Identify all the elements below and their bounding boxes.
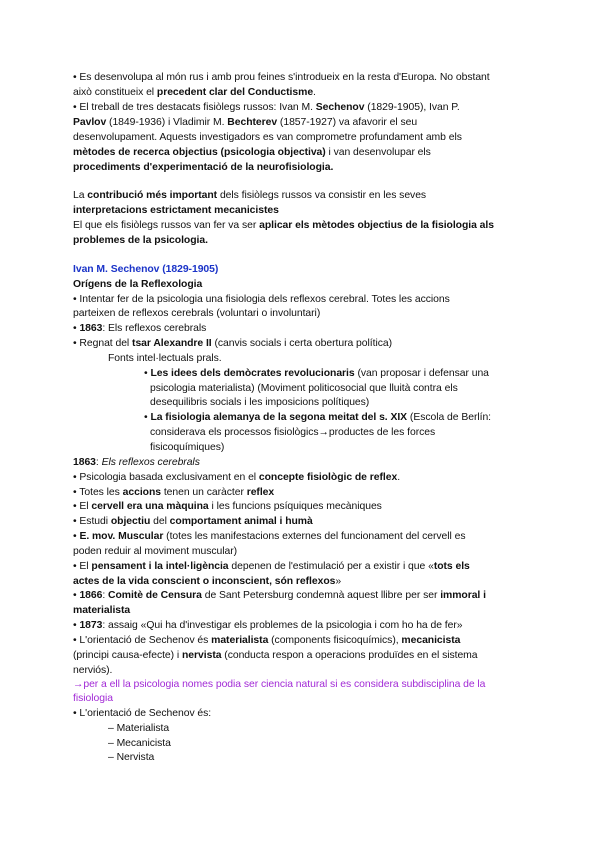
bold-span: 1863 xyxy=(79,323,103,334)
list-item xyxy=(108,751,154,765)
bold-span: concepte fisiològic de reflex xyxy=(258,472,398,483)
text-span: Fonts intel·lectuals prals. xyxy=(108,353,222,364)
subheading-text: Orígens de la Reflexologia xyxy=(73,279,203,290)
text-line xyxy=(73,575,341,589)
text-span: La xyxy=(73,190,88,201)
text-span: (1857-1927) va afavorir el seu xyxy=(277,117,418,128)
text-line xyxy=(73,337,392,351)
bold-span: precedent clar del Conductisme xyxy=(156,87,314,98)
text-line xyxy=(73,471,400,485)
text-line xyxy=(150,382,458,396)
bold-span: nervista xyxy=(182,650,222,661)
bold-span: objectiu xyxy=(110,516,151,527)
bold-span: La fisiologia alemanya de la segona meitat del s. XIX xyxy=(150,412,408,423)
text-span: nerviós). xyxy=(73,665,113,676)
text-span: (principi causa-efecte) i xyxy=(73,650,182,661)
text-span: El que els fisiòlegs russos van fer va ser xyxy=(73,220,260,231)
bold-span: problemes de la psicologia. xyxy=(73,235,208,246)
text-line xyxy=(73,293,450,307)
bold-span: 1866 xyxy=(79,590,103,601)
text-line xyxy=(73,604,130,618)
text-line xyxy=(73,219,494,233)
text-span: • Regnat del xyxy=(73,338,133,349)
text-span: del xyxy=(150,516,170,527)
note-text: fisiologia xyxy=(73,693,113,704)
text-line xyxy=(73,234,208,248)
text-span: (components fisicoquímics), xyxy=(268,635,402,646)
text-span: (Escola de Berlín: xyxy=(407,412,492,423)
list-item-text: – Mecanicista xyxy=(108,738,171,749)
text-line xyxy=(73,189,426,203)
text-span: » xyxy=(335,576,342,587)
text-span: considerava els processos fisiològics→productes de les forces xyxy=(150,427,436,438)
text-span: (totes les manifestacions externes del funcionament del cervell es xyxy=(163,531,466,542)
text-line xyxy=(73,649,478,663)
text-line xyxy=(144,411,491,425)
text-span: • Totes les xyxy=(73,487,123,498)
bold-span: tots els xyxy=(433,561,470,572)
text-span: i van desenvolupar els xyxy=(325,147,431,158)
text-span: dels fisiòlegs russos va consistir en les seves xyxy=(217,190,427,201)
bold-span: interpretacions estrictament mecanicistes xyxy=(73,205,279,216)
text-span: : assaig «Qui ha d'investigar els problemes de la psicologia i com ho ha de fer» xyxy=(102,620,463,631)
text-line xyxy=(73,322,206,336)
bold-span: accions xyxy=(122,487,161,498)
bold-span: actes de la vida conscient o inconscient, són reflexos xyxy=(73,576,336,587)
text-span: • xyxy=(144,412,151,423)
text-span: • xyxy=(73,590,80,601)
bold-span: procediments d'experimentació de la neurofisiologia. xyxy=(73,162,334,173)
text-line xyxy=(73,204,279,218)
text-span: . xyxy=(397,472,401,483)
text-span: • El xyxy=(73,561,92,572)
text-span: • Psicologia basada exclusivament en el xyxy=(73,472,259,483)
text-span: . xyxy=(313,87,316,98)
text-line xyxy=(73,619,463,633)
bold-span: Les idees dels demòcrates revolucionaris xyxy=(150,368,355,379)
text-span: (conducta respon a operacions produïdes en el sistema xyxy=(221,650,478,661)
text-line xyxy=(73,515,313,529)
text-span: • xyxy=(73,531,80,542)
text-span: • Es desenvolupa al món rus i amb prou feines s'introdueix en la resta d'Europa. No obstant xyxy=(73,72,490,83)
text-line xyxy=(108,352,222,366)
text-line xyxy=(73,146,431,160)
bold-span: aplicar els mètodes objectius de la fisiologia als xyxy=(259,220,494,231)
text-line xyxy=(73,634,460,648)
note-text: →per a ell la psicologia nomes podia ser ciencia natural si es considera subdisciplina de la xyxy=(73,679,486,690)
text-span: tenen un caràcter xyxy=(161,487,247,498)
text-span: : Els reflexos cerebrals xyxy=(102,323,207,334)
bold-span: mètodes de recerca objectius (psicologia objectiva) xyxy=(73,147,326,158)
bold-span: Comitè de Censura xyxy=(108,590,202,601)
bold-span: materialista xyxy=(211,635,269,646)
text-line xyxy=(150,396,369,410)
list-item xyxy=(108,722,169,736)
text-span: (1849-1936) i Vladimir M. xyxy=(106,117,228,128)
text-span: depenen de l'estimulació per a existir i que « xyxy=(228,561,434,572)
bold-span: tsar Alexandre II xyxy=(132,338,212,349)
text-line xyxy=(73,486,274,500)
text-line xyxy=(73,530,466,544)
text-span: (canvis socials i certa obertura política) xyxy=(211,338,392,349)
text-span: parteixen de reflexos cerebrals (voluntari o involuntari) xyxy=(73,308,321,319)
text-line xyxy=(73,131,462,145)
text-line xyxy=(73,560,470,574)
bold-span: materialista xyxy=(73,605,131,616)
text-line xyxy=(150,441,224,455)
text-span: • xyxy=(73,323,80,334)
bold-span: reflex xyxy=(246,487,275,498)
text-span: • L'orientació de Sechenov és: xyxy=(73,708,212,719)
text-span: psicologia materialista) (Moviment politicosocial que lluità contra els xyxy=(150,383,458,394)
text-span: això constitueix el xyxy=(73,87,157,98)
text-line xyxy=(73,664,112,678)
text-span: • L'orientació de Sechenov és xyxy=(73,635,212,646)
text-line xyxy=(73,707,211,721)
text-span: i les funcions psíquiques mecàniques xyxy=(208,501,382,512)
text-span: poden reduir al moviment muscular) xyxy=(73,546,238,557)
text-span: : xyxy=(102,590,109,601)
text-line xyxy=(73,116,417,130)
section-subheading xyxy=(73,278,202,292)
bold-span: Bechterev xyxy=(227,117,278,128)
text-span: • El xyxy=(73,501,92,512)
text-line xyxy=(73,161,333,175)
text-line xyxy=(150,426,435,440)
bold-span: pensament i la intel·ligència xyxy=(91,561,229,572)
text-line xyxy=(73,71,490,85)
bold-span: 1873 xyxy=(79,620,103,631)
list-item-text: – Nervista xyxy=(108,752,155,763)
bold-span: cervell era una màquina xyxy=(91,501,209,512)
bold-span: contribució més important xyxy=(87,190,218,201)
text-span: fisicoquímiques) xyxy=(150,442,225,453)
text-span: desenvolupament. Aquests investigadors es van comprometre profundament amb els xyxy=(73,132,462,143)
text-span: • El treball de tres destacats fisiòlegs russos: Ivan M. xyxy=(73,102,316,113)
text-line xyxy=(73,86,316,100)
text-span: de Sant Petersburg condemnà aquest llibre per ser xyxy=(201,590,441,601)
text-span: desequilibris socials i les imposicions polítiques) xyxy=(150,397,370,408)
text-span: • xyxy=(73,620,80,631)
bold-span: Sechenov xyxy=(315,102,365,113)
bold-span: Pavlov xyxy=(73,117,107,128)
text-span: • Intentar fer de la psicologia una fisiologia dels reflexos cerebral. Totes les accions xyxy=(73,294,450,305)
text-line xyxy=(73,500,382,514)
section-heading xyxy=(73,263,218,277)
highlight-note xyxy=(73,692,113,706)
text-line xyxy=(73,589,486,603)
text-line xyxy=(73,307,320,321)
text-span: (van proposar i defensar una xyxy=(354,368,489,379)
highlight-note xyxy=(73,678,485,692)
bold-span: E. mov. Muscular xyxy=(79,531,164,542)
text-span: (1829-1905), Ivan P. xyxy=(364,102,460,113)
text-span: • xyxy=(144,368,151,379)
bold-span: mecanicista xyxy=(401,635,461,646)
list-item xyxy=(108,737,171,751)
bold-span: comportament animal i humà xyxy=(169,516,313,527)
text-line xyxy=(144,367,489,381)
text-line xyxy=(73,456,200,470)
heading-text: Ivan M. Sechenov (1829-1905) xyxy=(73,264,219,275)
bold-span: immoral i xyxy=(440,590,486,601)
text-line xyxy=(73,101,460,115)
list-item-text: – Materialista xyxy=(108,723,170,734)
bold-span: 1863 xyxy=(73,457,96,468)
text-span: : xyxy=(95,457,102,468)
text-line xyxy=(73,545,237,559)
italic-span: Els reflexos cerebrals xyxy=(101,457,200,468)
text-span: • Estudi xyxy=(73,516,111,527)
